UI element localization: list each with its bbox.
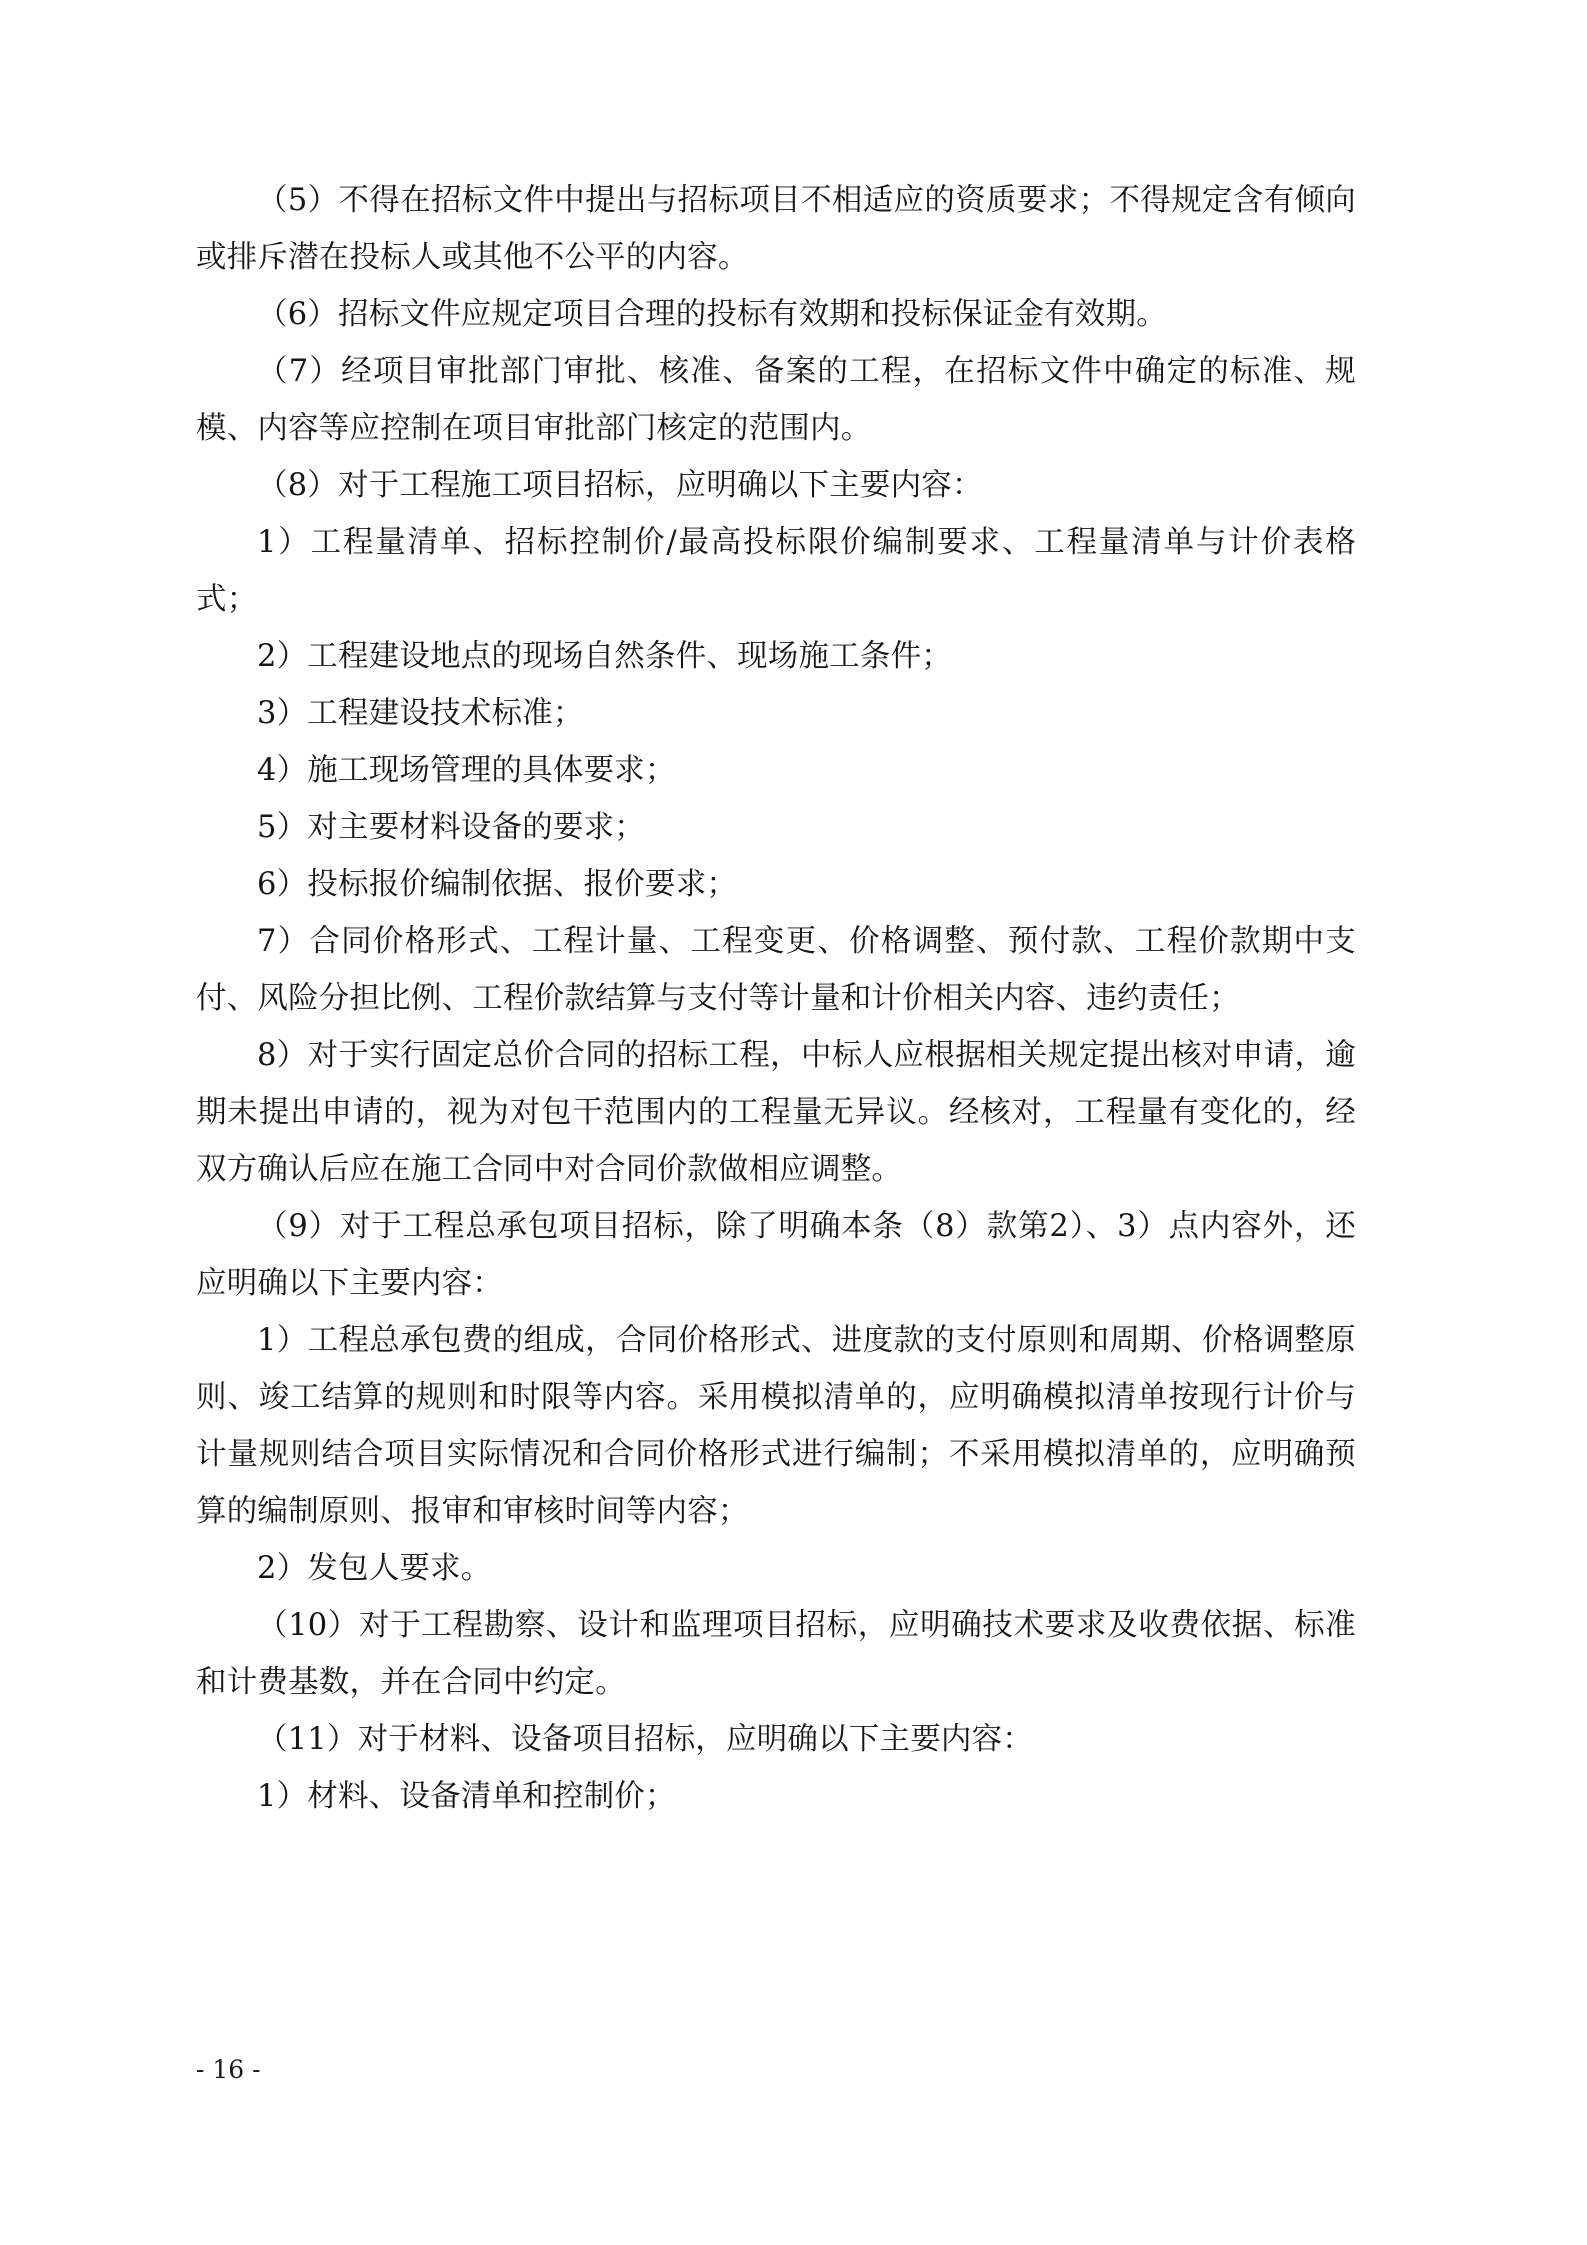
paragraph: （11）对于材料、设备项目招标，应明确以下主要内容： [257, 1722, 1034, 1757]
paragraph: 3）工程建设技术标准； [257, 696, 584, 731]
paragraph: （5）不得在招标文件中提出与招标项目不相适应的资质要求；不得规定含有倾向或排斥潜在投标人或其他不公平的内容。 [196, 183, 1356, 275]
paragraph: 4）施工现场管理的具体要求； [257, 753, 676, 788]
paragraph: （10）对于工程勘察、设计和监理项目招标，应明确技术要求及收费依据、标准和计费基数，并在合同中约定。 [196, 1608, 1356, 1700]
paragraph: 1）工程总承包费的组成，合同价格形式、进度款的支付原则和周期、价格调整原则、竣工结算的规则和时限等内容。采用模拟清单的，应明确模拟清单按现行计价与计量规则结合项目实际情况和合同价格形式进行编制；不采用模拟清单的，应明确预算的编制原则、报审和审核时间等内容； [196, 1323, 1356, 1529]
paragraph: 2）工程建设地点的现场自然条件、现场施工条件； [257, 639, 953, 674]
paragraph: 8）对于实行固定总价合同的招标工程，中标人应根据相关规定提出核对申请，逾期未提出申请的，视为对包干范围内的工程量无异议。经核对，工程量有变化的，经双方确认后应在施工合同中对合同价款做相应调整。 [196, 1038, 1356, 1187]
paragraph: （9）对于工程总承包项目招标，除了明确本条（8）款第2）、3）点内容外，还应明确以下主要内容： [196, 1209, 1356, 1301]
paragraph: （7）经项目审批部门审批、核准、备案的工程，在招标文件中确定的标准、规模、内容等应控制在项目审批部门核定的范围内。 [196, 354, 1356, 446]
paragraph: 1）工程量清单、招标控制价/最高投标限价编制要求、工程量清单与计价表格式； [196, 525, 1356, 617]
paragraph: 1）材料、设备清单和控制价； [257, 1779, 676, 1814]
paragraph: 7）合同价格形式、工程计量、工程变更、价格调整、预付款、工程价款期中支付、风险分担比例、工程价款结算与支付等计量和计价相关内容、违约责任； [196, 924, 1356, 1016]
paragraph: （8）对于工程施工项目招标，应明确以下主要内容： [257, 468, 983, 503]
paragraph: 2）发包人要求。 [257, 1551, 492, 1586]
paragraph: 6）投标报价编制依据、报价要求； [257, 867, 738, 902]
document-body [196, 172, 1356, 1825]
paragraph: 5）对主要材料设备的要求； [257, 810, 646, 845]
page-footer [196, 2055, 1356, 2084]
page-number: - 16 - [196, 2055, 261, 2084]
paragraph: （6）招标文件应规定项目合理的投标有效期和投标保证金有效期。 [257, 297, 1167, 332]
